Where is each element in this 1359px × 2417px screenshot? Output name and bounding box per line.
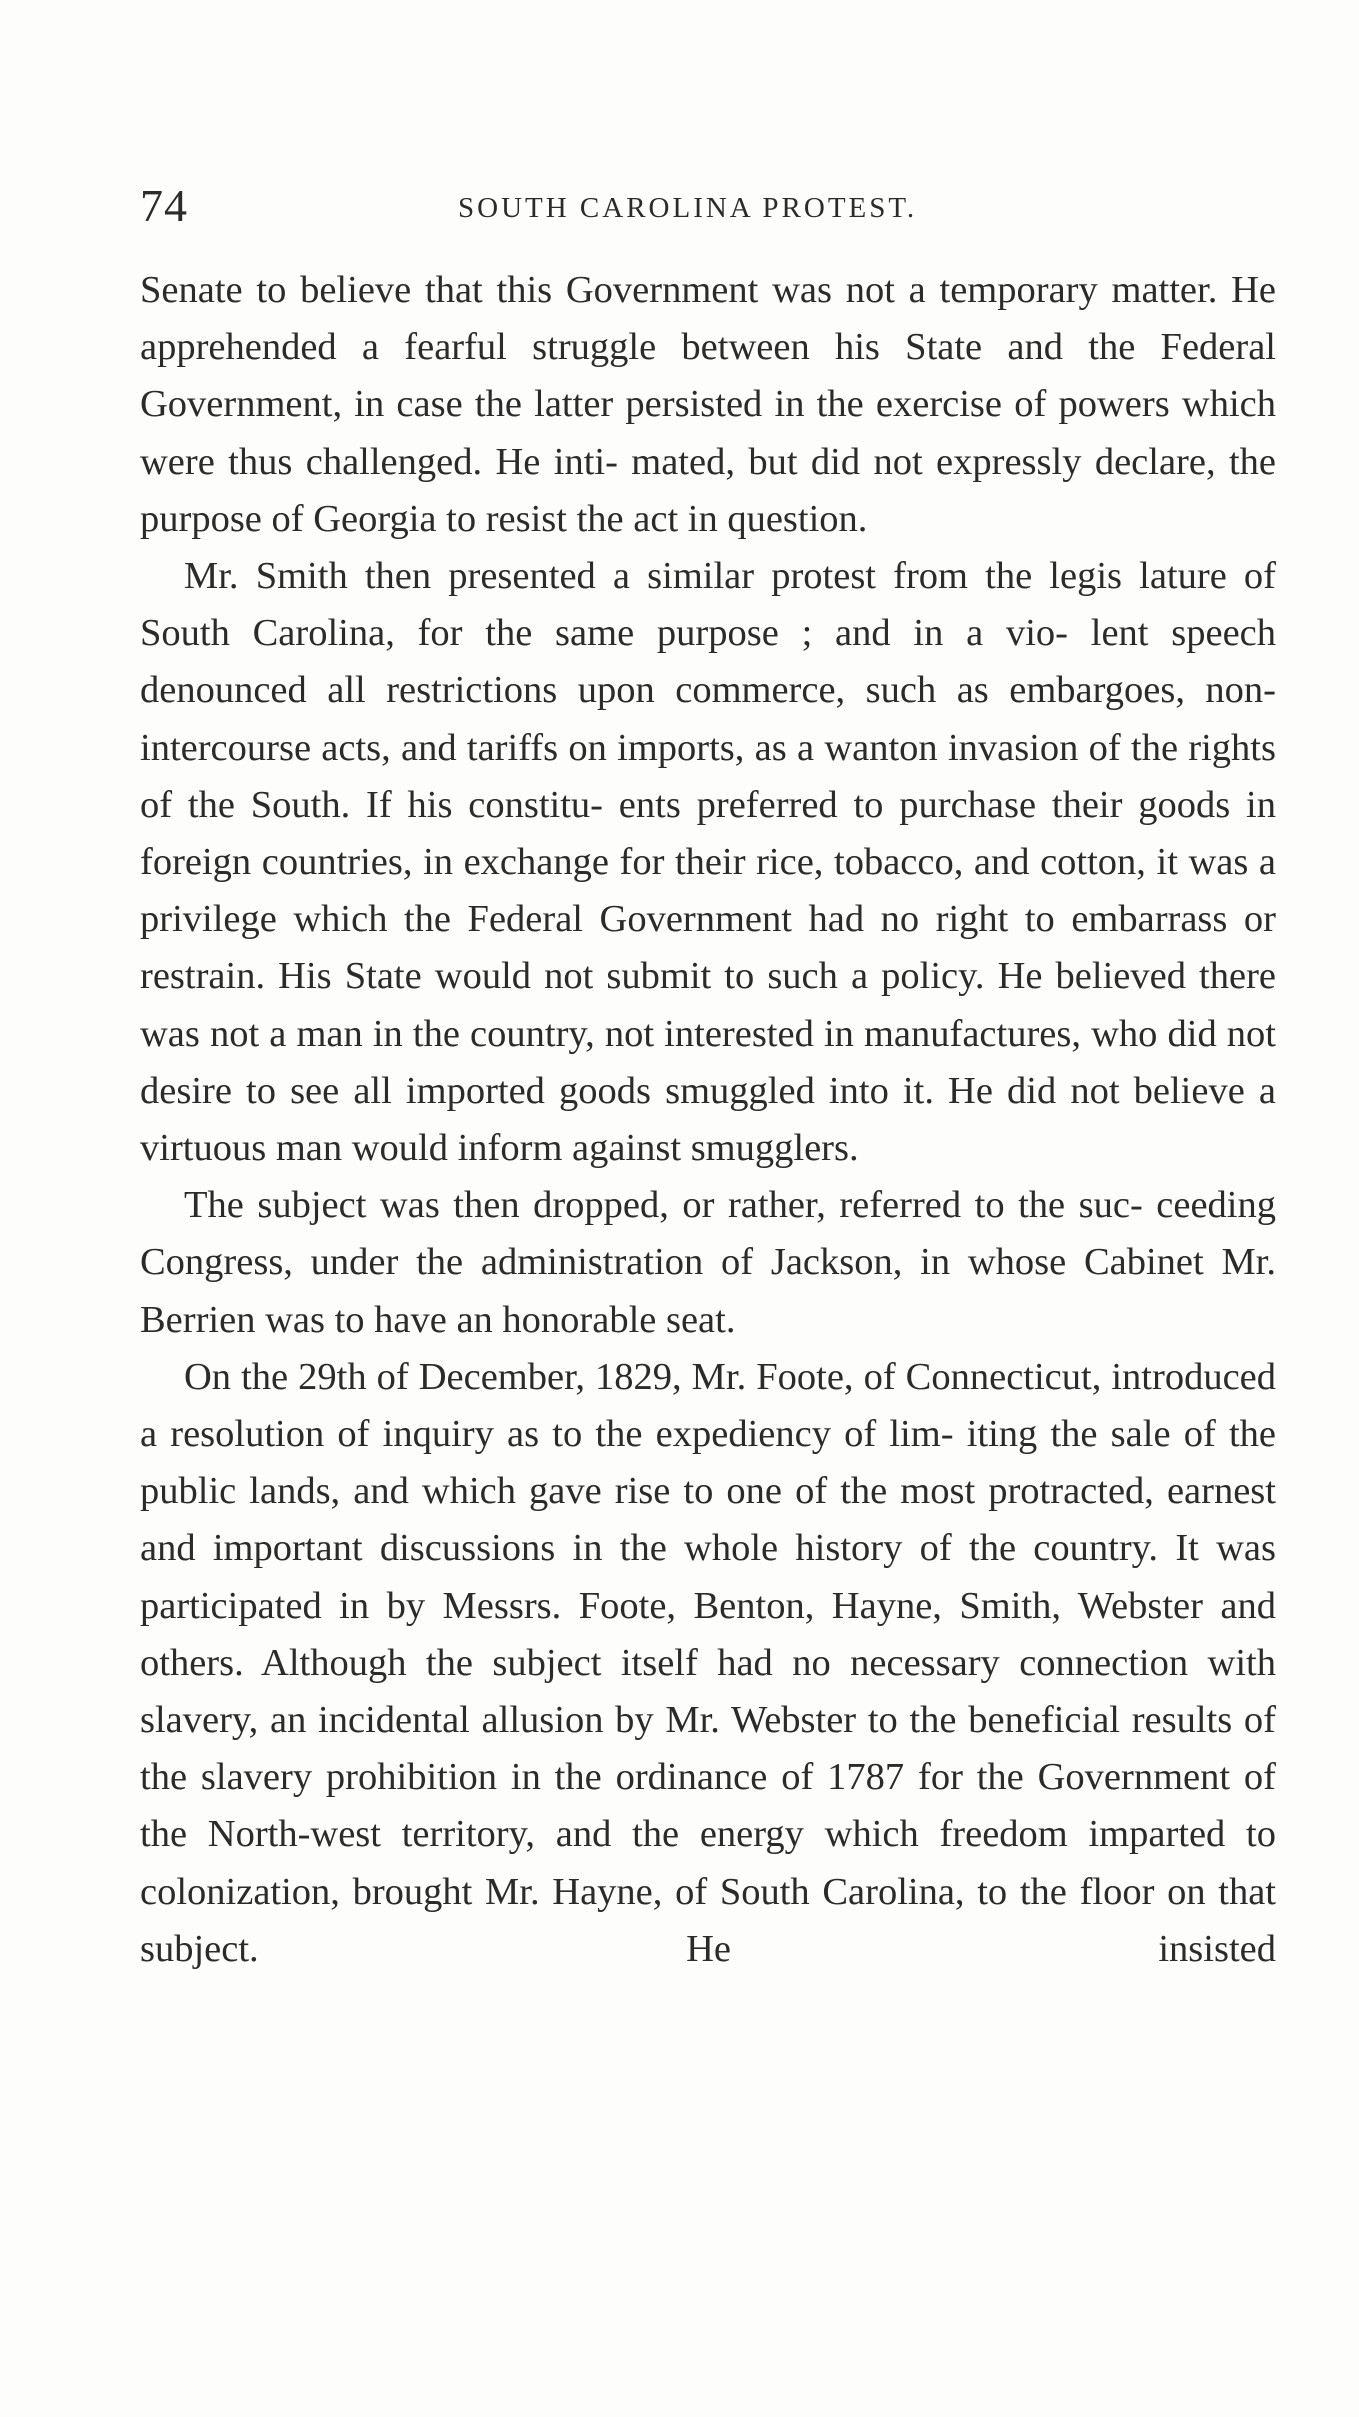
running-header xyxy=(140,178,1270,234)
running-title: SOUTH CAROLINA PROTEST. xyxy=(458,192,918,224)
paragraph-continuation: Senate to believe that this Government was not a temporary matter. He apprehended a fearful struggle between his State and the Federal Government, in case the latter persisted in the exercise of powers which were thus challenged. He inti- mated, but did not expressly declare, the purpose of Georgia to resist the act in question. xyxy=(140,269,1276,540)
paragraph-foote-resolution: On the 29th of December, 1829, Mr. Foote, of Connecticut, introduced a resolution of inquiry as to the expediency of lim- iting the sale of the public lands, and which gave rise to one of the most protracted, earnest and important discussions in the whole history of the country. It was participated in by Messrs. Foote, Benton, Hayne, Smith, Webster and others. Although the subject itself had no necessary connection with slavery, an incidental allusion by Mr. Webster to the beneficial results of the slavery prohibition in the ordinance of 1787 for the Government of the North-west territory, and the energy which freedom imparted to colonization, brought Mr. Hayne, of South Carolina, to the floor on that subject. He insisted xyxy=(140,1355,1276,1970)
paragraph-subject-dropped: The subject was then dropped, or rather, referred to the suc- ceeding Congress, under the administration of Jackson, in whose Cabinet Mr. Berrien was to have an honorable seat. xyxy=(140,1184,1276,1341)
page-number: 74 xyxy=(140,180,188,231)
body-text xyxy=(140,262,1276,1978)
paragraph-smith-protest: Mr. Smith then presented a similar protest from the legis lature of South Carolina, for the same purpose ; and in a vio- lent speech denounced all restrictions upon commerce, such as embargoes, non-intercourse acts, and tariffs on imports, as a wanton invasion of the rights of the South. If his constitu- ents preferred to purchase their goods in foreign countries, in exchange for their rice, tobacco, and cotton, it was a privilege which the Federal Government had no right to embarrass or restrain. His State would not submit to such a policy. He believed there was not a man in the country, not interested in manufactures, who did not desire to see all imported goods smuggled into it. He did not believe a virtuous man would inform against smugglers. xyxy=(140,555,1276,1170)
